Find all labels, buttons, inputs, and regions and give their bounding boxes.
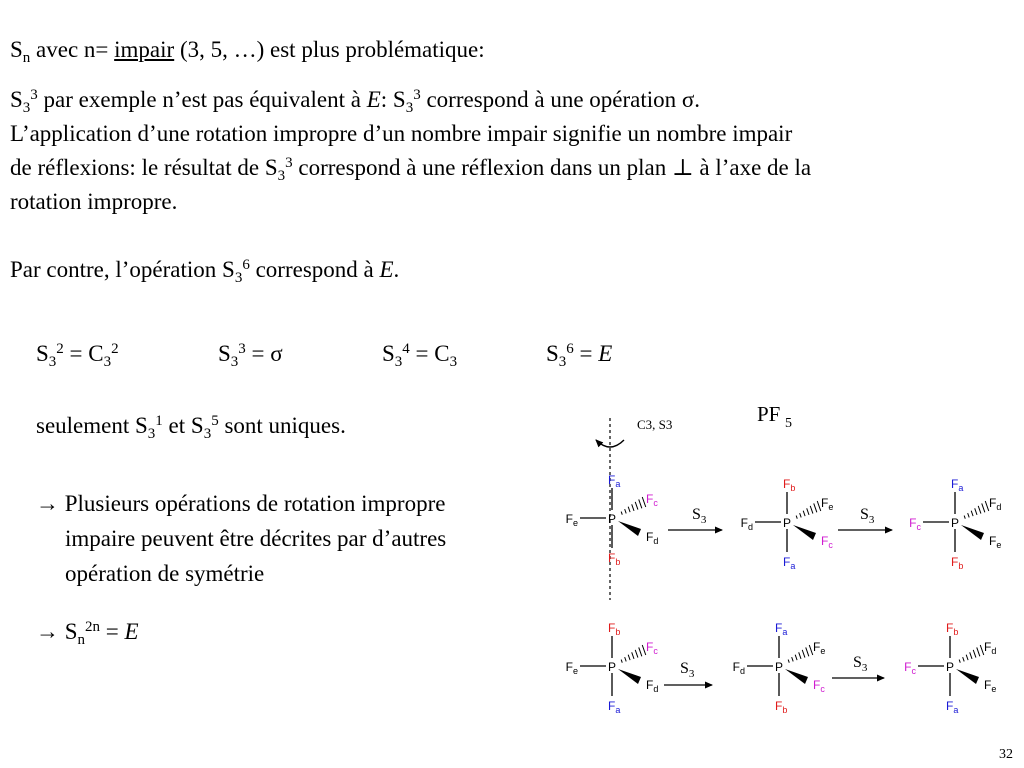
slide-number: 32 bbox=[999, 747, 1013, 762]
arrow-label: $S_3$ bbox=[860, 506, 875, 526]
atom-label-Fe: $F_e$ bbox=[565, 660, 578, 676]
atom-label-Fc: $F_c$ bbox=[646, 640, 658, 656]
pf5-molecule bbox=[741, 477, 834, 571]
atom-label-Fd: $F_d$ bbox=[984, 640, 997, 656]
arrow-label: $S_3$ bbox=[680, 660, 695, 680]
intro-line: $S_n$ avec n= impair (3, 5, …) est plus problématique: bbox=[10, 37, 485, 66]
atom-label-P: P bbox=[782, 516, 792, 530]
axis-label: C3, S3 bbox=[637, 417, 673, 432]
s3-operation-arrow bbox=[832, 654, 884, 678]
atom-label-Fb: $F_b$ bbox=[951, 555, 964, 571]
atom-label-Fa: $F_a$ bbox=[608, 473, 621, 489]
equation-s3-6: $S_3^6 = E$ bbox=[546, 340, 613, 370]
atom-label-Fc: $F_c$ bbox=[646, 492, 658, 508]
atom-label-Fe: $F_e$ bbox=[813, 640, 826, 656]
pf5-molecule bbox=[566, 621, 659, 715]
bullet1-line3: opération de symétrie bbox=[65, 561, 265, 586]
pf5-molecule bbox=[733, 621, 826, 715]
atom-label-Fa: $F_a$ bbox=[608, 699, 621, 715]
svg-text:PF: PF bbox=[757, 402, 781, 426]
svg-text:5: 5 bbox=[785, 416, 792, 431]
impair-underlined: impair bbox=[114, 37, 175, 62]
diagram-title bbox=[757, 402, 792, 431]
atom-label-Fe: $F_e$ bbox=[565, 512, 578, 528]
s3-operation-arrow bbox=[838, 506, 892, 530]
atom-label-P: P bbox=[607, 512, 617, 526]
s3-operation-arrow bbox=[664, 660, 712, 685]
para1-line1: $S_3^3$ par exemple n’est pas équivalent à E: $S_3^3$ correspond à une opération σ. bbox=[10, 86, 701, 116]
atom-label-Fe: $F_e$ bbox=[989, 534, 1002, 550]
para1-line3: de réflexions: le résultat de $S_3^3$ correspond à une réflexion dans un plan ⊥ à l’axe de la bbox=[10, 154, 812, 184]
atom-label-Fe: $F_e$ bbox=[821, 496, 834, 512]
bullet1-line2: impaire peuvent être décrites par d’autres bbox=[65, 526, 447, 551]
bullet2: → $S_n^{2n} = E$ bbox=[36, 618, 139, 648]
atom-label-Fa: $F_a$ bbox=[951, 477, 964, 493]
atom-label-P: P bbox=[774, 660, 784, 674]
atom-label-Fb: $F_b$ bbox=[946, 621, 959, 637]
atom-label-Fb: $F_b$ bbox=[608, 621, 621, 637]
atom-label-Fb: $F_b$ bbox=[783, 477, 796, 493]
equation-s3-3: $S_3^3 = \sigma$ bbox=[218, 340, 283, 370]
para1-line4: rotation impropre. bbox=[10, 189, 178, 214]
atom-label-P: P bbox=[945, 660, 955, 674]
para1-line2: L’application d’une rotation impropre d’un nombre impair signifie un nombre impair bbox=[10, 121, 793, 146]
s3-operation-arrow bbox=[668, 506, 722, 530]
arrow-right-icon: → bbox=[36, 619, 59, 644]
atom-label-Fd: $F_d$ bbox=[989, 496, 1002, 512]
atom-label-Fe: $F_e$ bbox=[984, 678, 997, 694]
rotation-arrow-icon bbox=[596, 440, 624, 447]
atom-label-Fc: $F_c$ bbox=[909, 516, 921, 532]
para2: Par contre, l’opération $S_3^6$ correspond à E. bbox=[10, 256, 400, 286]
atom-label-Fd: $F_d$ bbox=[732, 660, 745, 676]
atom-label-Fd: $F_d$ bbox=[646, 678, 659, 694]
pf5-molecule bbox=[909, 477, 1001, 571]
atom-label-Fb: $F_b$ bbox=[775, 699, 788, 715]
atom-label-Fa: $F_a$ bbox=[783, 555, 796, 571]
atom-label-Fc: $F_c$ bbox=[821, 534, 833, 550]
atom-label-Fc: $F_c$ bbox=[904, 660, 916, 676]
equation-s3-2: $S_3^2 = C_3^2$ bbox=[36, 340, 119, 370]
atom-label-Fb: $F_b$ bbox=[608, 551, 621, 567]
atom-label-Fd: $F_d$ bbox=[740, 516, 753, 532]
equation-s3-4: $S_3^4 = C_3$ bbox=[382, 340, 458, 370]
pf5-molecule bbox=[904, 621, 996, 715]
pf5-molecule bbox=[566, 473, 659, 567]
arrow-label: $S_3$ bbox=[692, 506, 707, 526]
atom-label-P: P bbox=[950, 516, 960, 530]
atom-label-Fc: $F_c$ bbox=[813, 678, 825, 694]
atom-label-Fa: $F_a$ bbox=[946, 699, 959, 715]
unique-line: seulement $S_3^1$ et $S_3^5$ sont uniques. bbox=[36, 412, 346, 442]
atom-label-P: P bbox=[607, 660, 617, 674]
atom-label-Fa: $F_a$ bbox=[775, 621, 788, 637]
arrow-label: $S_3$ bbox=[853, 654, 868, 674]
arrow-right-icon: → bbox=[36, 491, 59, 516]
atom-label-Fd: $F_d$ bbox=[646, 530, 659, 546]
bullet1-line1: → Plusieurs opérations de rotation impropre bbox=[36, 491, 446, 516]
